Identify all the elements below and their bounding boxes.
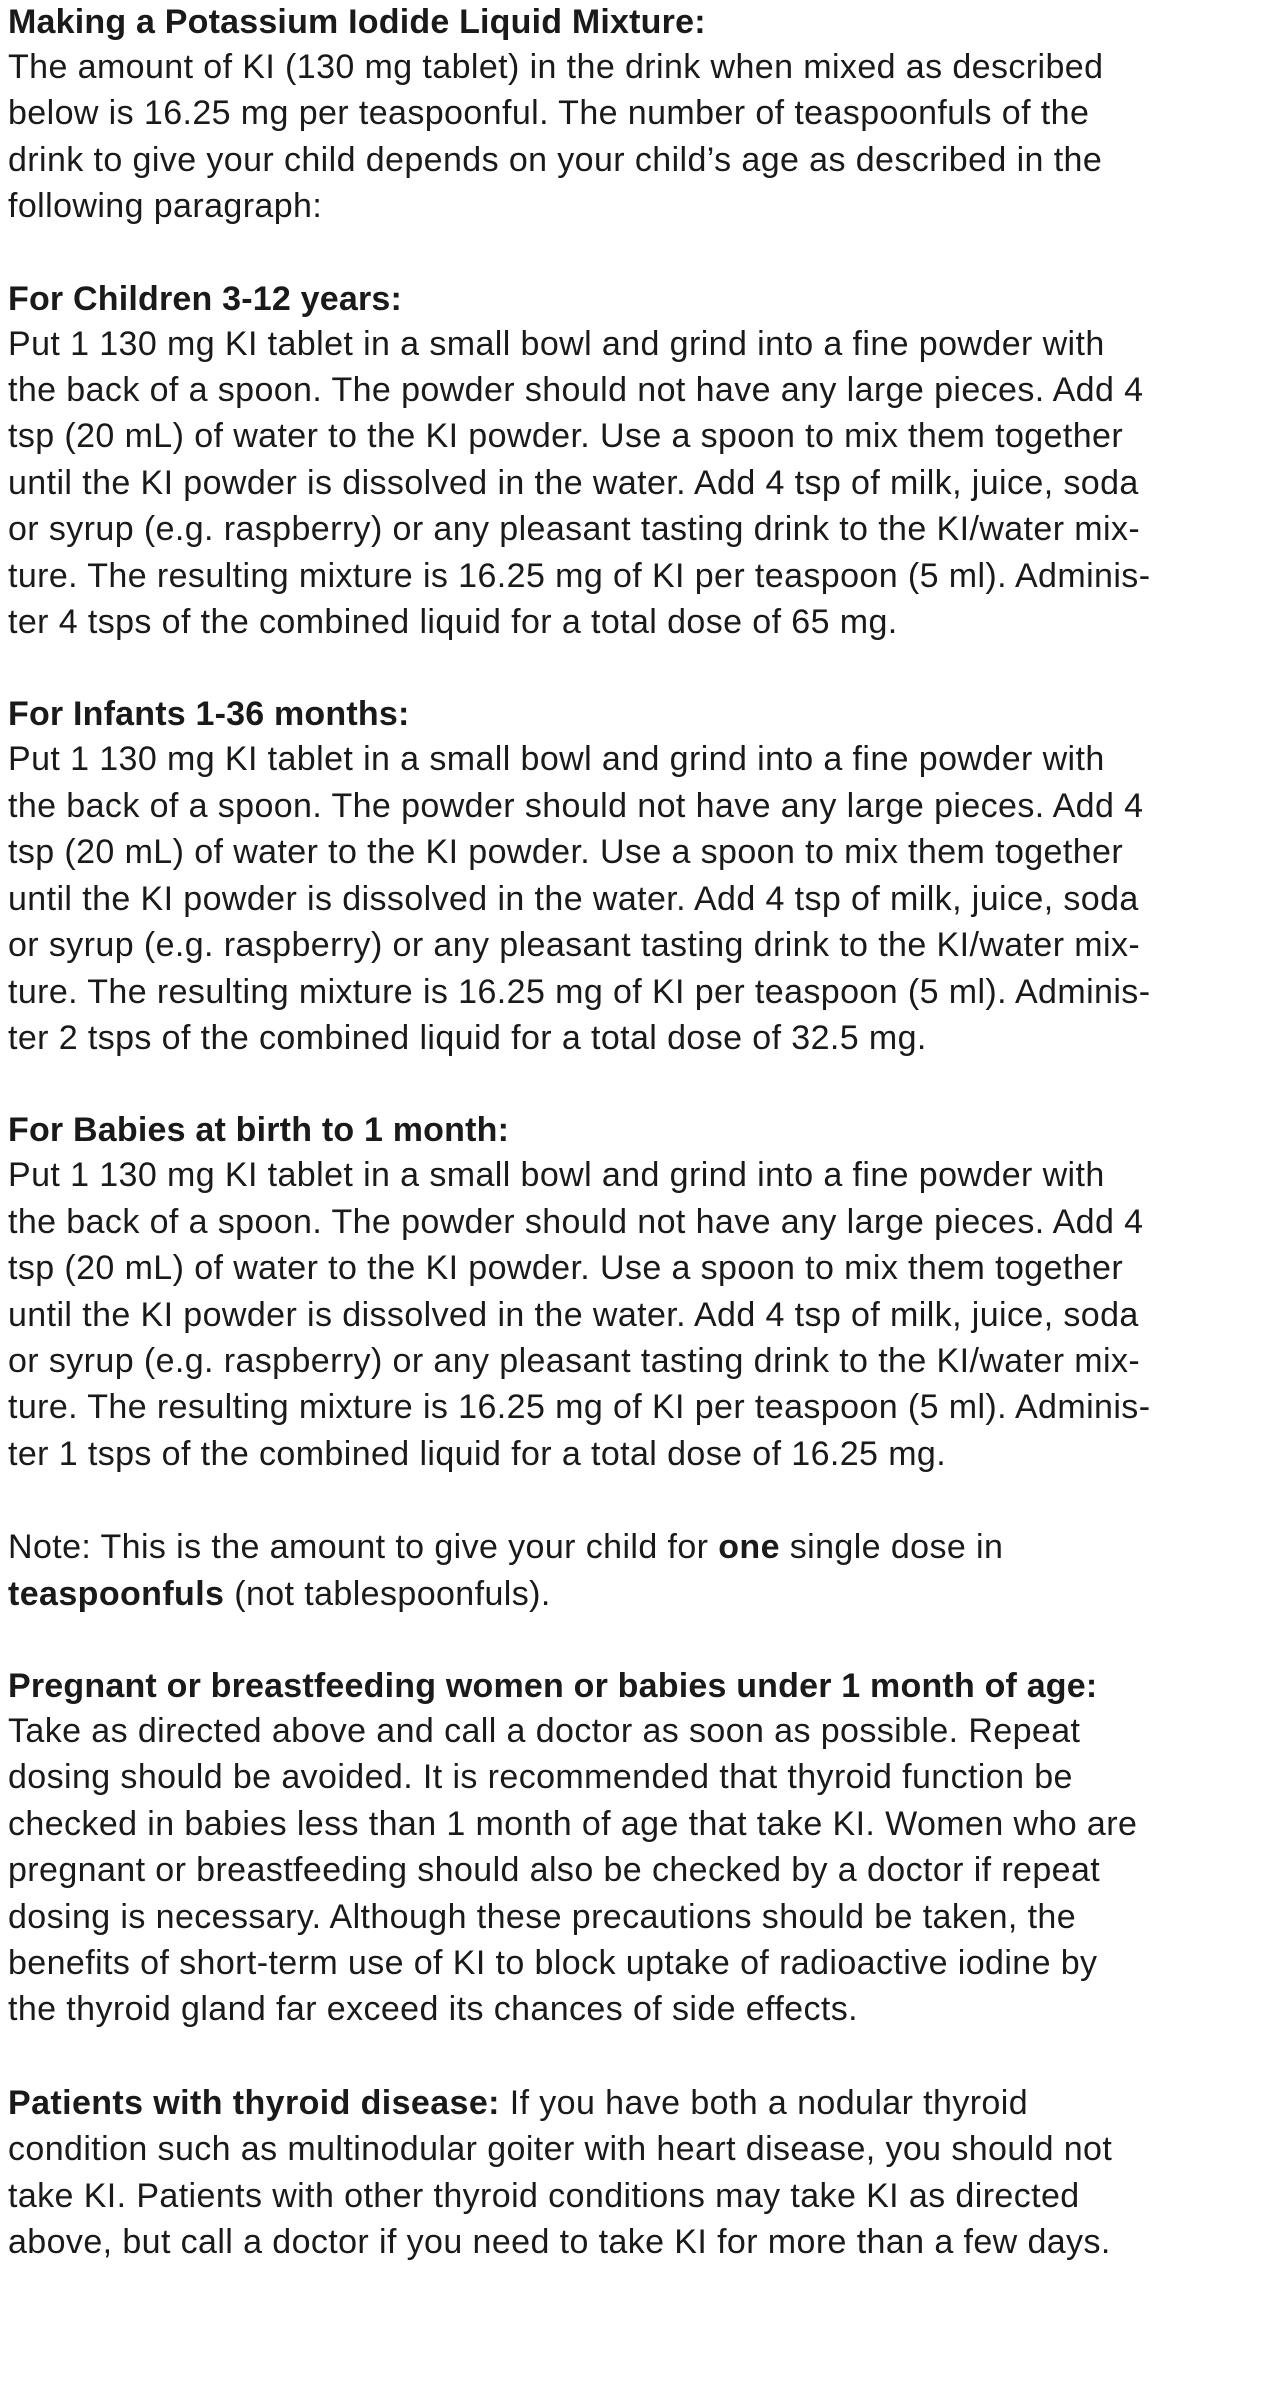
thyroid-text-block bbox=[8, 2080, 1283, 2266]
note-emphasis-one: one bbox=[718, 1528, 780, 1567]
note-middle: single dose in bbox=[789, 1528, 1004, 1567]
infants-section bbox=[8, 692, 1283, 1061]
babies-section bbox=[8, 1108, 1283, 1477]
children-section bbox=[8, 277, 1283, 646]
children-heading: For Children 3-12 years: bbox=[8, 279, 403, 318]
infants-heading: For Infants 1-36 months: bbox=[8, 695, 410, 734]
document-page bbox=[8, 0, 1283, 2265]
pregnant-heading: Pregnant or breastfeeding women or babies under 1 month of age: bbox=[8, 1666, 1098, 1705]
intro-heading: Making a Potassium Iodide Liquid Mixture: bbox=[8, 3, 706, 41]
pregnant-text: Take as directed above and call a doctor as soon as possible. Repeat dosing should be avoided. It is recommended that thyroid function be checked in babies less than 1 month of age that take KI. Women who are pregnant or breastfeeding should also be checked by a doctor if repeat dosing is necessary. Although these precautions should be taken, the benefits of short-term use of KI to block uptake of radioactive iodine by the thyroid gland far exceed its chances of side effects. bbox=[8, 1711, 1138, 2029]
note-suffix: (not tablespoonfuls). bbox=[224, 1574, 551, 1613]
note-text bbox=[8, 1524, 1283, 1617]
section-gap bbox=[8, 645, 1283, 692]
section-gap bbox=[8, 230, 1283, 277]
section-gap bbox=[8, 2033, 1283, 2080]
intro-section bbox=[8, 0, 1283, 230]
note-section bbox=[8, 1524, 1283, 1617]
section-gap bbox=[8, 1477, 1283, 1524]
section-gap bbox=[8, 1061, 1283, 1108]
note-emphasis-two: teaspoonfuls bbox=[8, 1574, 225, 1613]
babies-text: Put 1 130 mg KI tablet in a small bowl and grind into a fine powder with the back of a spoon. The powder should not have any large pieces. Add 4 tsp (20 mL) of water to the KI powder. Use a spoon to mix them together until the KI powder is dissolved in the water. Add 4 tsp of milk, juice, soda or syrup (e.g. raspberry) or any pleasant tasting drink to the KI/water mix- ture. The resulting mixture is 16.25 mg of KI per teaspoon (5 ml). Adminis- ter 1 tsps of the combined liquid for a total dose of 16.25 mg. bbox=[8, 1156, 1151, 1473]
pregnant-section bbox=[8, 1664, 1283, 2033]
note-prefix: Note: This is the amount to give your child for bbox=[8, 1528, 719, 1567]
thyroid-heading: Patients with thyroid disease: bbox=[8, 2083, 500, 2122]
infants-text: Put 1 130 mg KI tablet in a small bowl and grind into a fine powder with the back of a spoon. The powder should not have any large pieces. Add 4 tsp (20 mL) of water to the KI powder. Use a spoon to mix them together until the KI powder is dissolved in the water. Add 4 tsp of milk, juice, soda or syrup (e.g. raspberry) or any pleasant tasting drink to the KI/water mix- ture. The resulting mixture is 16.25 mg of KI per teaspoon (5 ml). Adminis- ter 2 tsps of the combined liquid for a total dose of 32.5 mg. bbox=[8, 740, 1151, 1057]
thyroid-text: If you have both a nodular thyroid condition such as multinodular goiter with heart disease, you should not take KI. Patients with other thyroid conditions may take KI as directed above, but call a doctor if you need to take KI for more than a few days. bbox=[8, 2083, 1113, 2262]
intro-text: The amount of KI (130 mg tablet) in the drink when mixed as described below is 16.25 mg per teaspoonful. The number of teaspoonfuls of the drink to give your child depends on your child’s age as described in the following paragraph: bbox=[8, 48, 1104, 226]
children-text: Put 1 130 mg KI tablet in a small bowl and grind into a fine powder with the back of a spoon. The powder should not have any large pieces. Add 4 tsp (20 mL) of water to the KI powder. Use a spoon to mix them together until the KI powder is dissolved in the water. Add 4 tsp of milk, juice, soda or syrup (e.g. raspberry) or any pleasant tasting drink to the KI/water mix- ture. The resulting mixture is 16.25 mg of KI per teaspoon (5 ml). Adminis- ter 4 tsps of the combined liquid for a total dose of 65 mg. bbox=[8, 324, 1151, 642]
section-gap bbox=[8, 1617, 1283, 1664]
thyroid-section bbox=[8, 2080, 1283, 2266]
babies-heading: For Babies at birth to 1 month: bbox=[8, 1111, 510, 1150]
